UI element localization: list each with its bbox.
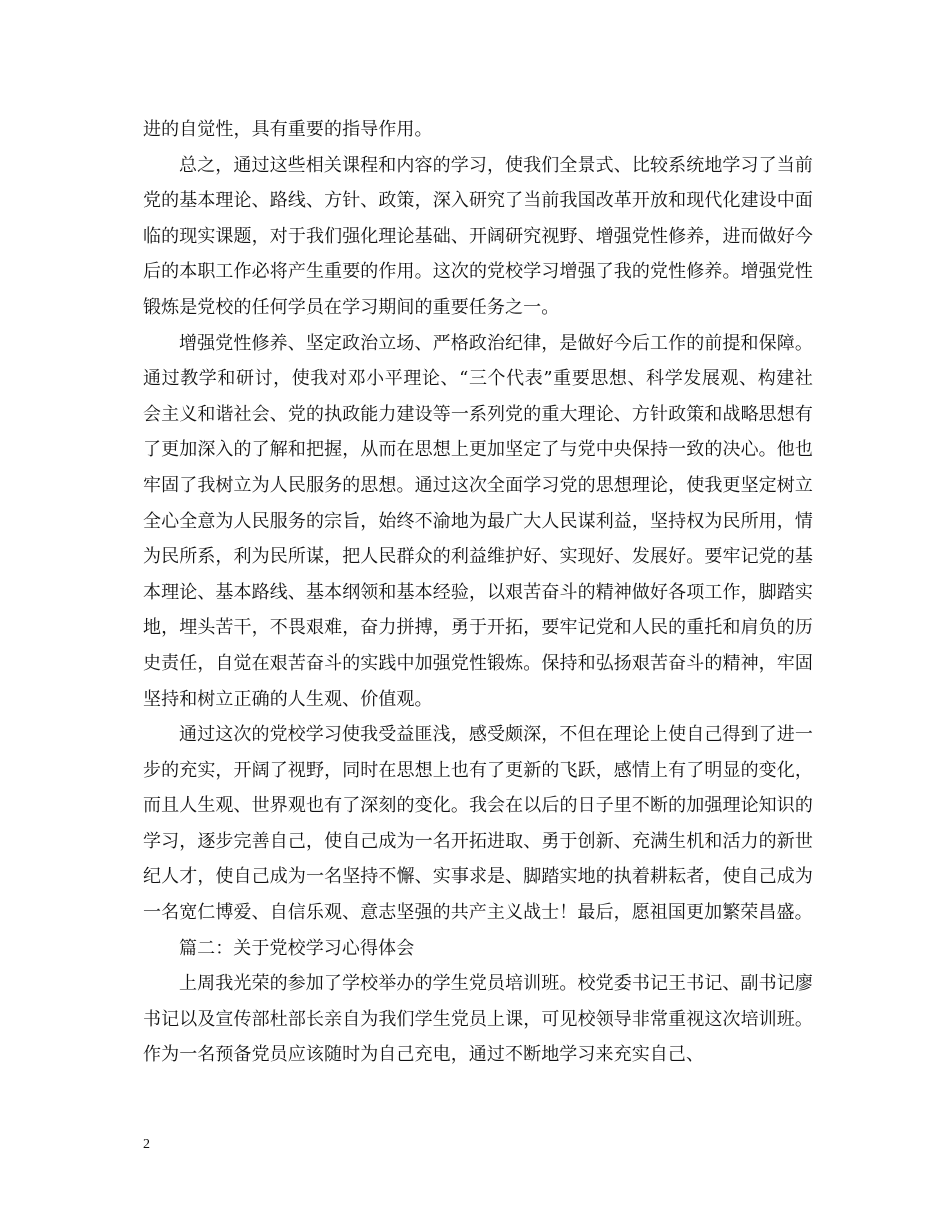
document-body bbox=[143, 112, 813, 1073]
paragraph-benefits: 通过这次的党校学习使我受益匪浅，感受颇深，不但在理论上使自己得到了进一步的充实，开阔了视野，同时在思想上也有了更新的飞跃，感情上有了明显的变化，而且人生观、世界观也有了深刻的变化。我会在以后的日子里不断的加强理论知识的学习，逐步完善自己，使自己成为一名开拓进取、勇于创新、充满生机和活力的新世纪人才，使自己成为一名坚持不懈、实事求是、脚踏实地的执着耕耘者，使自己成为一名宽仁博爱、自信乐观、意志坚强的共产主义战士！最后，愿祖国更加繁荣昌盛。 bbox=[143, 724, 813, 924]
page-number: 2 bbox=[143, 1137, 150, 1152]
paragraph-party-spirit: 增强党性修养、坚定政治立场、严格政治纪律，是做好今后工作的前提和保障。通过教学和研讨，使我对邓小平理论、“三个代表”重要思想、科学发展观、构建社会主义和谐社会、党的执政能力建设等一系列党的重大理论、方针政策和战略思想有了更加深入的了解和把握，从而在思想上更加坚定了与党中央保持一致的决心。他也牢固了我树立为人民服务的思想。通过这次全面学习党的思想理论，使我更坚定树立全心全意为人民服务的宗旨，始终不渝地为最广大人民谋利益，坚持权为民所用，情为民所系，利为民所谋，把人民群众的利益维护好、实现好、发展好。要牢记党的基本理论、基本路线、基本纲领和基本经验，以艰苦奋斗的精神做好各项工作，脚踏实地，埋头苦干，不畏艰难，奋力拼搏，勇于开拓，要牢记党和人民的重托和肩负的历史责任，自觉在艰苦奋斗的实践中加强党性锻炼。保持和弘扬艰苦奋斗的精神，牢固坚持和树立正确的人生观、价值观。 bbox=[143, 332, 813, 710]
paragraph-continuation: 进的自觉性，具有重要的指导作用。 bbox=[143, 119, 433, 140]
paragraph-summary: 总之，通过这些相关课程和内容的学习，使我们全景式、比较系统地学习了当前党的基本理论、路线、方针、政策，深入研究了当前我国改革开放和现代化建设中面临的现实课题，对于我们强化理论基础、开阔研究视野、增强党性修养，进而做好今后的本职工作必将产生重要的作用。这次的党校学习增强了我的党性修养。增强党性锻炼是党校的任何学员在学习期间的重要任务之一。 bbox=[143, 154, 813, 318]
section-heading: 篇二：关于党校学习心得体会 bbox=[179, 937, 415, 959]
paragraph-training-class: 上周我光荣的参加了学校举办的学生党员培训班。校党委书记王书记、副书记廖书记以及宣传部杜部长亲自为我们学生党员上课，可见校领导非常重视这次培训班。作为一名预备党员应该随时为自己充电，通过不断地学习来充实自己、 bbox=[143, 973, 813, 1066]
